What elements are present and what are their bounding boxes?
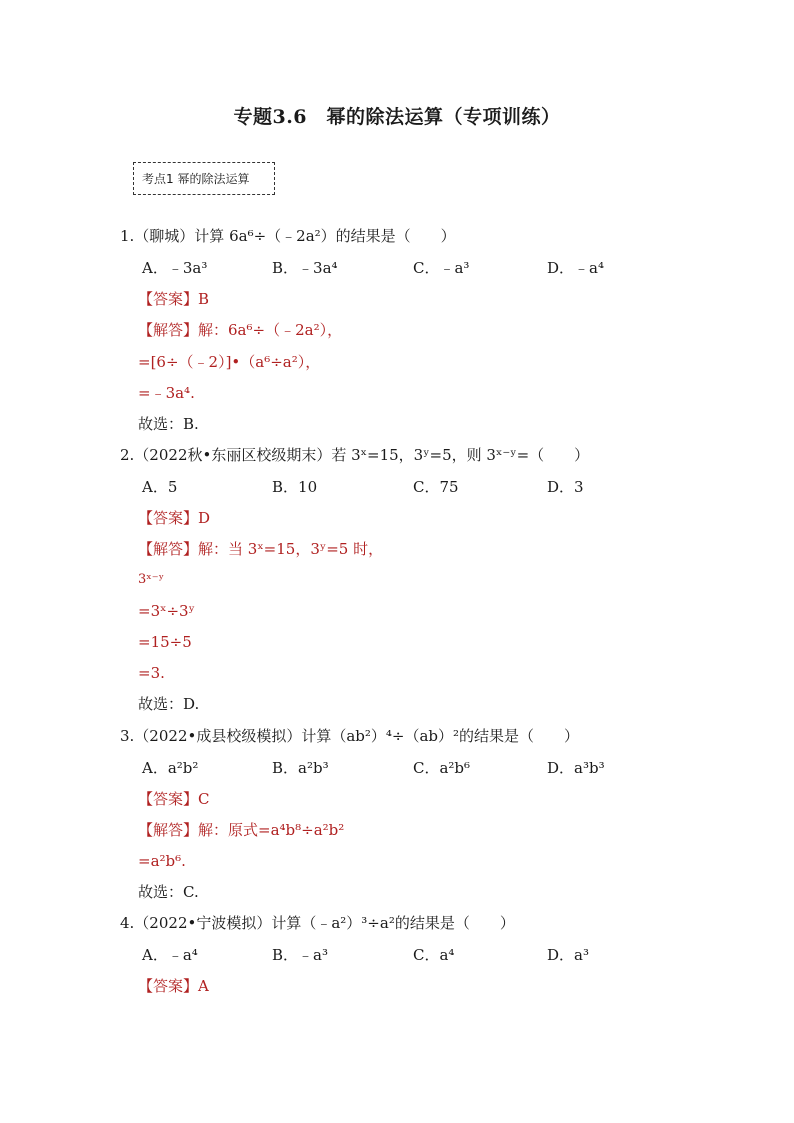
question-4-stem: 4.（2022•宁波模拟）计算（﹣a²）³÷a²的结果是（ ） [120, 914, 515, 932]
q4-answer [138, 976, 209, 996]
q2-step-1: 当 3ˣ=15，3ʸ=5 时， [228, 540, 384, 558]
q2-answer-label: 【答案】 [138, 509, 199, 527]
q2-analysis [138, 539, 383, 559]
q2-step-5: =3. [138, 664, 165, 682]
q3-option-b: B．a²b³ [272, 759, 329, 777]
q1-conclusion: 故选：B. [138, 415, 199, 433]
q4-option-d: D．a³ [547, 946, 589, 964]
q2-step-2: 3ˣ⁻ʸ [138, 572, 165, 587]
q3-analysis [138, 820, 344, 840]
q4-option-b: B．﹣a³ [272, 946, 328, 964]
q1-step-3: =﹣3a⁴. [138, 384, 195, 402]
q4-option-a: A．﹣a⁴ [142, 946, 198, 964]
q2-option-d: D．3 [547, 478, 584, 496]
q1-answer [138, 289, 209, 309]
q3-option-a: A．a²b² [142, 759, 199, 777]
q4-option-c: C．a⁴ [413, 946, 455, 964]
q1-answer-value: B [198, 290, 210, 308]
q1-option-a: A．﹣3a³ [142, 259, 208, 277]
q1-step-2: =[6÷（﹣2）]•（a⁶÷a²）， [138, 353, 321, 371]
q3-option-c: C．a²b⁶ [413, 759, 471, 777]
q3-step-1: 原式=a⁴b⁸÷a²b² [228, 821, 345, 839]
question-2-stem: 2.（2022秋•东丽区校级期末）若 3ˣ=15，3ʸ=5，则 3ˣ⁻ʸ=（ ） [120, 446, 590, 464]
q2-analysis-label: 【解答】解： [138, 540, 229, 558]
q2-conclusion: 故选：D. [138, 695, 200, 713]
q2-step-4: =15÷5 [138, 633, 192, 651]
q1-option-d: D．﹣a⁴ [547, 259, 604, 277]
question-3-stem: 3.（2022•成县校级模拟）计算（ab²）⁴÷（ab）²的结果是（ ） [120, 727, 580, 745]
q2-step-3: =3ˣ÷3ʸ [138, 602, 195, 620]
q1-option-b: B．﹣3a⁴ [272, 259, 338, 277]
q1-step-1: 6a⁶÷（﹣2a²）， [228, 321, 343, 339]
q2-option-b: B．10 [272, 478, 318, 496]
q3-answer [138, 789, 210, 809]
q2-option-c: C．75 [413, 478, 459, 496]
q4-answer-label: 【答案】 [138, 977, 199, 995]
q3-analysis-label: 【解答】解： [138, 821, 229, 839]
q1-answer-label: 【答案】 [138, 290, 199, 308]
q2-option-a: A．5 [142, 478, 178, 496]
q2-answer [138, 508, 210, 528]
q3-step-2: =a²b⁶. [138, 852, 186, 870]
q3-answer-label: 【答案】 [138, 790, 199, 808]
q1-analysis-label: 【解答】解： [138, 321, 229, 339]
q1-analysis [138, 320, 342, 340]
question-1-stem: 1.（聊城）计算 6a⁶÷（﹣2a²）的结果是（ ） [120, 227, 456, 245]
q2-answer-value: D [198, 509, 211, 527]
page-title: 专题3.6 幂的除法运算（专项训练） [233, 106, 561, 128]
q3-option-d: D．a³b³ [547, 759, 605, 777]
q4-answer-value: A [198, 977, 209, 995]
q3-answer-value: C [198, 790, 210, 808]
q1-option-c: C．﹣a³ [413, 259, 470, 277]
q3-conclusion: 故选：C. [138, 883, 199, 901]
section-heading: 考点1 幂的除法运算 [133, 162, 275, 195]
